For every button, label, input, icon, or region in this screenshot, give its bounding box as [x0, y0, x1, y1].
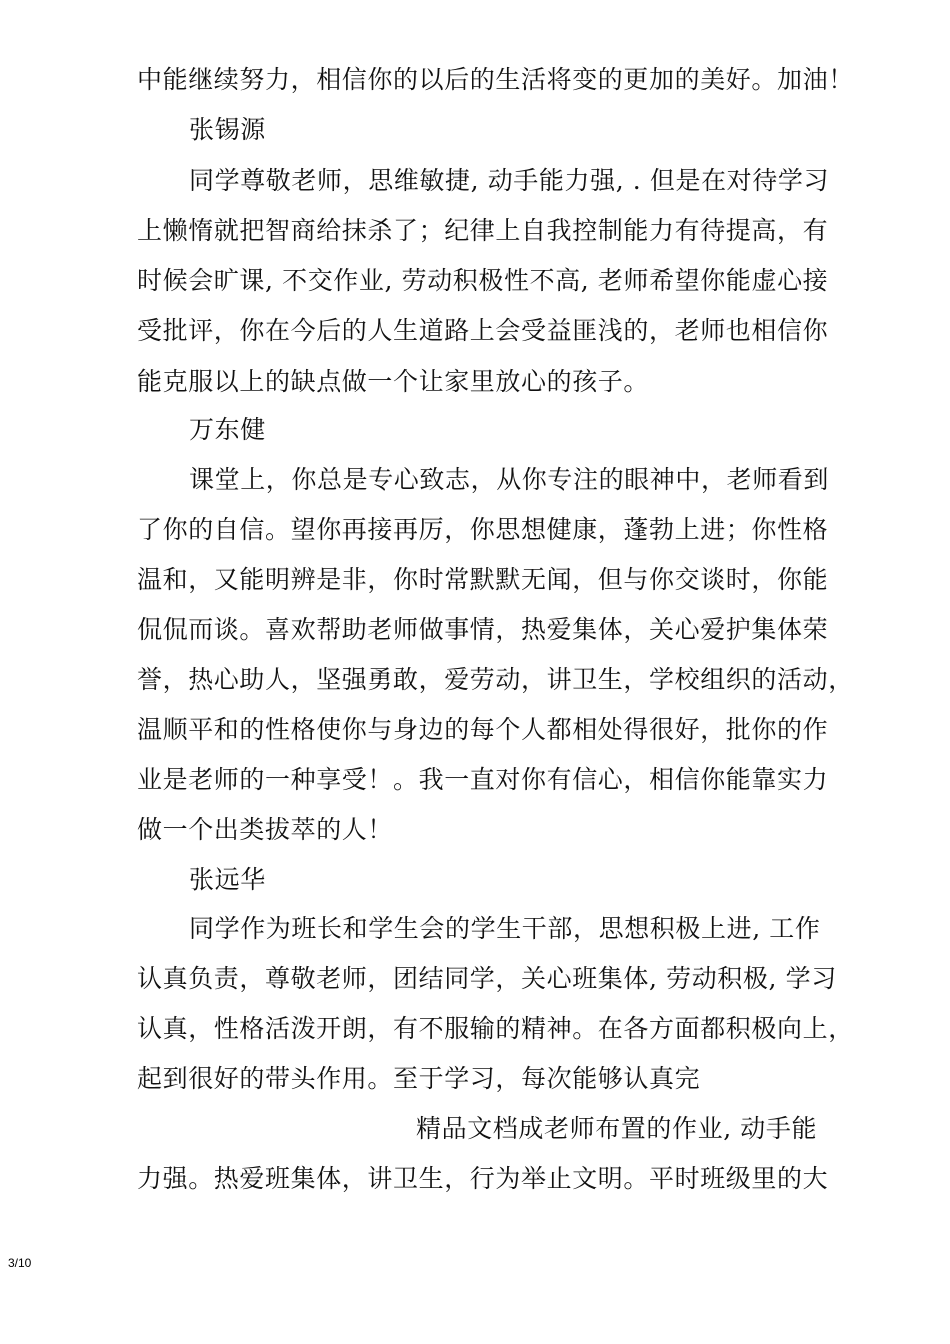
- text-line: 力强。热爱班集体，讲卫生，行为举止文明。平时班级里的大: [137, 1164, 829, 1193]
- text-line: 起到很好的带头作用。至于学习，每次能够认真完: [137, 1064, 701, 1093]
- text-line: 时候会旷课, 不交作业, 劳动积极性不高, 老师希望你能虚心接: [137, 266, 829, 295]
- text-line: 受批评，你在今后的人生道路上会受益匪浅的，老师也相信你: [137, 316, 829, 345]
- text-line: 业是老师的一种享受！。我一直对你有信心，相信你能靠实力: [137, 765, 829, 794]
- text-line: 课堂上，你总是专心致志，从你专注的眼神中，老师看到: [189, 465, 830, 494]
- student-name: 张锡源: [189, 115, 266, 144]
- text-line: 认真负责，尊敬老师，团结同学，关心班集体, 劳动积极, 学习: [137, 964, 837, 993]
- text-line: 誉，热心助人，坚强勇敢，爱劳动，讲卫生，学校组织的活动，: [137, 665, 854, 694]
- text-line: 温和，又能明辨是非，你时常默默无闻，但与你交谈时，你能: [137, 565, 829, 594]
- text-line: 精品文档成老师布置的作业, 动手能: [416, 1114, 818, 1143]
- student-name: 万东健: [189, 415, 266, 444]
- text-line: 上懒惰就把智商给抹杀了；纪律上自我控制能力有待提高，有: [137, 216, 829, 245]
- text-line: 能克服以上的缺点做一个让家里放心的孩子。: [137, 367, 650, 396]
- text-line: 中能继续努力，相信你的以后的生活将变的更加的美好。加油！: [137, 65, 854, 94]
- text-line: 认真，性格活泼开朗，有不服输的精神。在各方面都积极向上，: [137, 1014, 854, 1043]
- text-line: 温顺平和的性格使你与身边的每个人都相处得很好，批你的作: [137, 715, 829, 744]
- text-line: 做一个出类拔萃的人！: [137, 815, 394, 844]
- text-line: 侃侃而谈。喜欢帮助老师做事情，热爱集体，关心爱护集体荣: [137, 615, 829, 644]
- student-name: 张远华: [189, 865, 266, 894]
- page-number: 3/10: [8, 1256, 32, 1270]
- text-line: 同学作为班长和学生会的学生干部，思想积极上进, 工作: [189, 914, 821, 943]
- text-line: 同学尊敬老师，思维敏捷, 动手能力强, . 但是在对待学习: [189, 166, 830, 195]
- text-line: 了你的自信。望你再接再厉，你思想健康，蓬勃上进；你性格: [137, 515, 829, 544]
